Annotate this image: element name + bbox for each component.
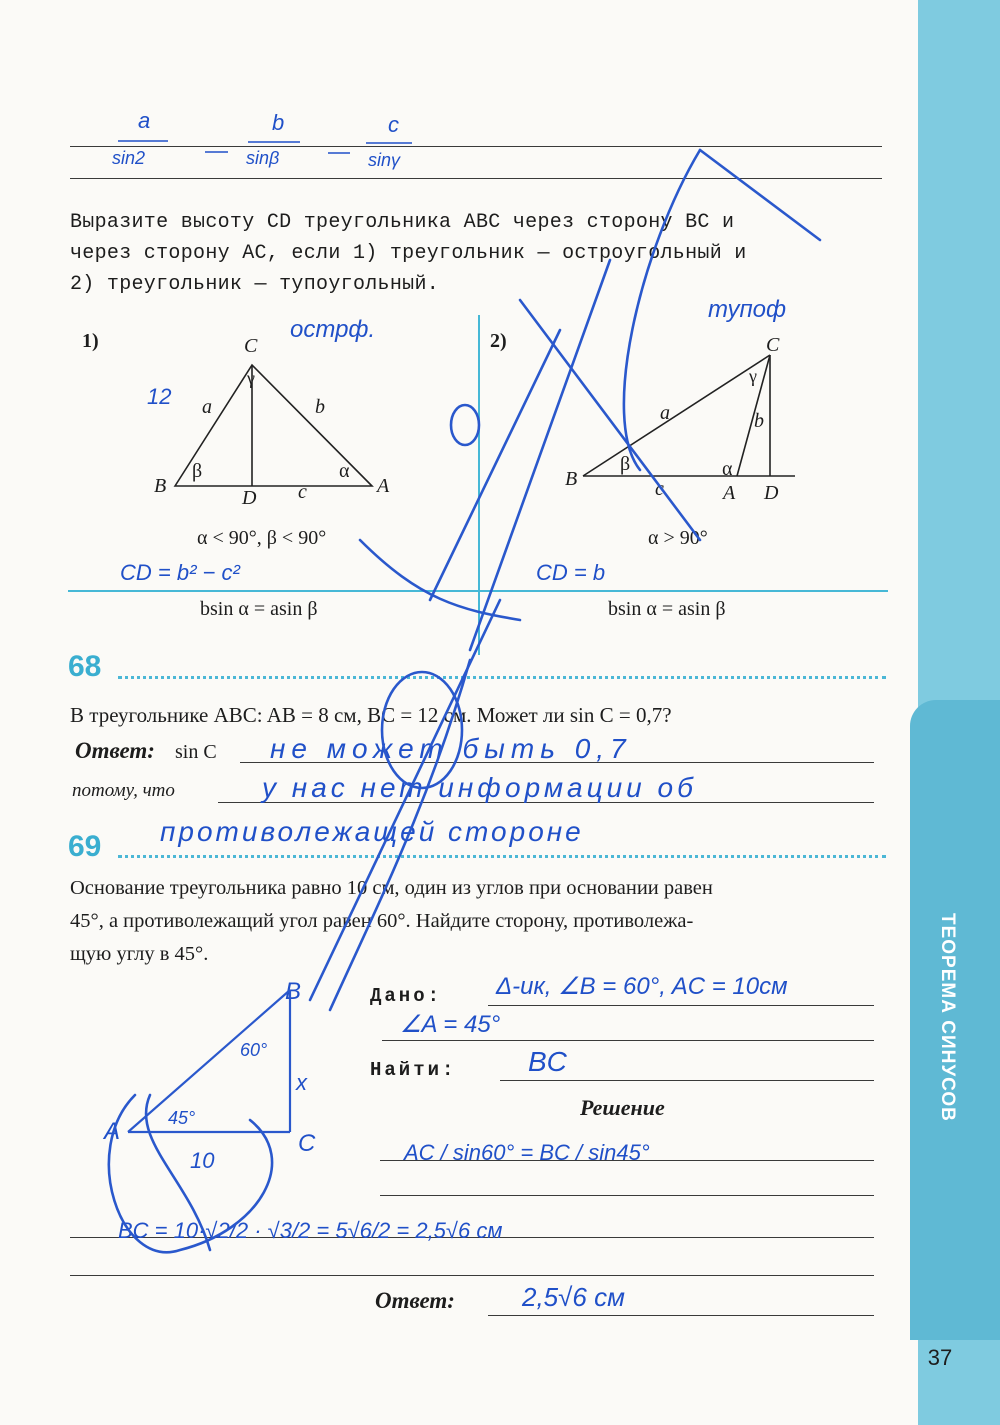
fig2-gamma: γ — [749, 366, 757, 386]
fig1-side-b: b — [315, 396, 325, 418]
task67-line1: Выразите высоту CD треугольника ABC через сторону BC и — [70, 211, 735, 234]
fig2-side-a: a — [660, 402, 670, 424]
fig2-vertex-d: D — [764, 482, 779, 504]
fig1-alpha: α — [339, 460, 350, 482]
fig2-number: 2) — [490, 330, 507, 352]
task69-answer-label: Ответ: — [375, 1288, 455, 1313]
task67-line3: 2) треугольник — тупоугольный. — [70, 273, 440, 296]
task69-given-hw2: ∠A = 45° — [400, 1011, 501, 1038]
task69-line1: Основание треугольника равно 10 см, один из углов при основании равен — [70, 877, 713, 899]
task68-because-label: потому, что — [72, 780, 175, 801]
task68-number: 68 — [68, 650, 102, 683]
fig1-formula: bsin α = asin β — [200, 598, 318, 620]
fig1-triangle — [175, 365, 372, 486]
task69-number: 69 — [68, 830, 102, 863]
fig2-vertex-b: B — [565, 468, 578, 490]
fig1-vertex-d: D — [242, 487, 257, 509]
fig2-hw-answer: CD = b — [536, 560, 606, 585]
fig1-hw-side: 12 — [147, 384, 172, 409]
task69-given-hw1: Δ-ик, ∠B = 60°, AC = 10см — [496, 973, 788, 1000]
hw-fraction-b: b — [272, 110, 285, 135]
fig1-gamma: γ — [247, 368, 255, 388]
sketch-angle-45: 45° — [168, 1108, 196, 1128]
fig2-vertex-a: A — [723, 482, 736, 504]
fig1-vertex-c: C — [244, 335, 258, 357]
fig1-vertex-b: B — [154, 475, 167, 497]
fig1-side-a: a — [202, 396, 212, 418]
fig2-beta: β — [620, 453, 631, 475]
sketch-triangle — [128, 990, 290, 1132]
hw-fraction-sin-b: sinβ — [246, 148, 280, 168]
fig1-beta: β — [192, 460, 203, 482]
fig1-hw-label: острф. — [290, 316, 376, 343]
task69-given-label: Дано: — [370, 985, 443, 1007]
fig1-number: 1) — [82, 330, 99, 352]
hw-fraction-c: c — [388, 112, 399, 137]
fig1-hw-answer: CD = b² − c² — [120, 560, 240, 585]
task69-solution-hw1: AC / sin60° = BC / sin45° — [404, 1140, 650, 1165]
task68-answer-label: Ответ: — [75, 738, 155, 763]
task69-find-label: Найти: — [370, 1059, 457, 1081]
task67-line2: через сторону AC, если 1) треугольник — остроугольный и — [70, 242, 747, 265]
fig1-vertex-a: A — [377, 475, 390, 497]
task68-hw-line1: не может быть 0,7 — [270, 733, 632, 764]
fig2-hw-label: тупоф — [708, 296, 787, 323]
fig2-alpha: α — [722, 458, 733, 480]
fig2-condition: α > 90° — [648, 527, 708, 549]
fig2-triangle — [583, 355, 795, 476]
fig2-vertex-c: C — [766, 334, 780, 356]
hw-fraction-sin-a: sin2 — [112, 148, 146, 168]
fig1-side-c: c — [298, 481, 307, 503]
task68-hw-line3: противолежащей стороне — [160, 816, 584, 847]
task68-text: В треугольнике ABC: AB = 8 см, BC = 12 см. Может ли sin C = 0,7? — [70, 703, 672, 727]
fig2-side-c: c — [655, 478, 664, 500]
task69-solution-hw2: BC = 10·√2/2 · √3/2 = 5√6/2 = 2,5√6 см — [118, 1218, 503, 1243]
fig2-side-b: b — [754, 410, 764, 432]
task68-answer-prefix: sin C — [175, 741, 217, 763]
sketch-vertex-c: C — [298, 1130, 316, 1157]
sketch-vertex-b: B — [285, 978, 302, 1005]
fig1-condition: α < 90°, β < 90° — [197, 527, 327, 549]
task69-answer-hw: 2,5√6 см — [522, 1282, 625, 1312]
pen-scribbles — [109, 150, 820, 1252]
page-number: 37 — [927, 1345, 953, 1370]
sketch-side-x: x — [296, 1070, 307, 1095]
sketch-base: 10 — [190, 1148, 215, 1173]
task68-hw-line2: у нас нет информации об — [262, 772, 697, 803]
task69-solution-label: Решение — [580, 1095, 665, 1120]
hw-fraction-sin-c: sinγ — [368, 150, 401, 170]
task69-line3: щую углу в 45°. — [70, 943, 209, 965]
sketch-angle-60: 60° — [240, 1040, 268, 1060]
sidebar-title: ТЕОРЕМА СИНУСОВ — [937, 912, 958, 1122]
hw-fraction-a: a — [138, 108, 151, 133]
hw-fraction-bars — [118, 141, 412, 153]
task69-find-hw: BC — [528, 1046, 567, 1077]
sketch-vertex-a: A — [104, 1118, 121, 1145]
task69-line2: 45°, а противолежащий угол равен 60°. Найдите сторону, противолежа- — [70, 910, 694, 932]
fig2-formula: bsin α = asin β — [608, 598, 726, 620]
